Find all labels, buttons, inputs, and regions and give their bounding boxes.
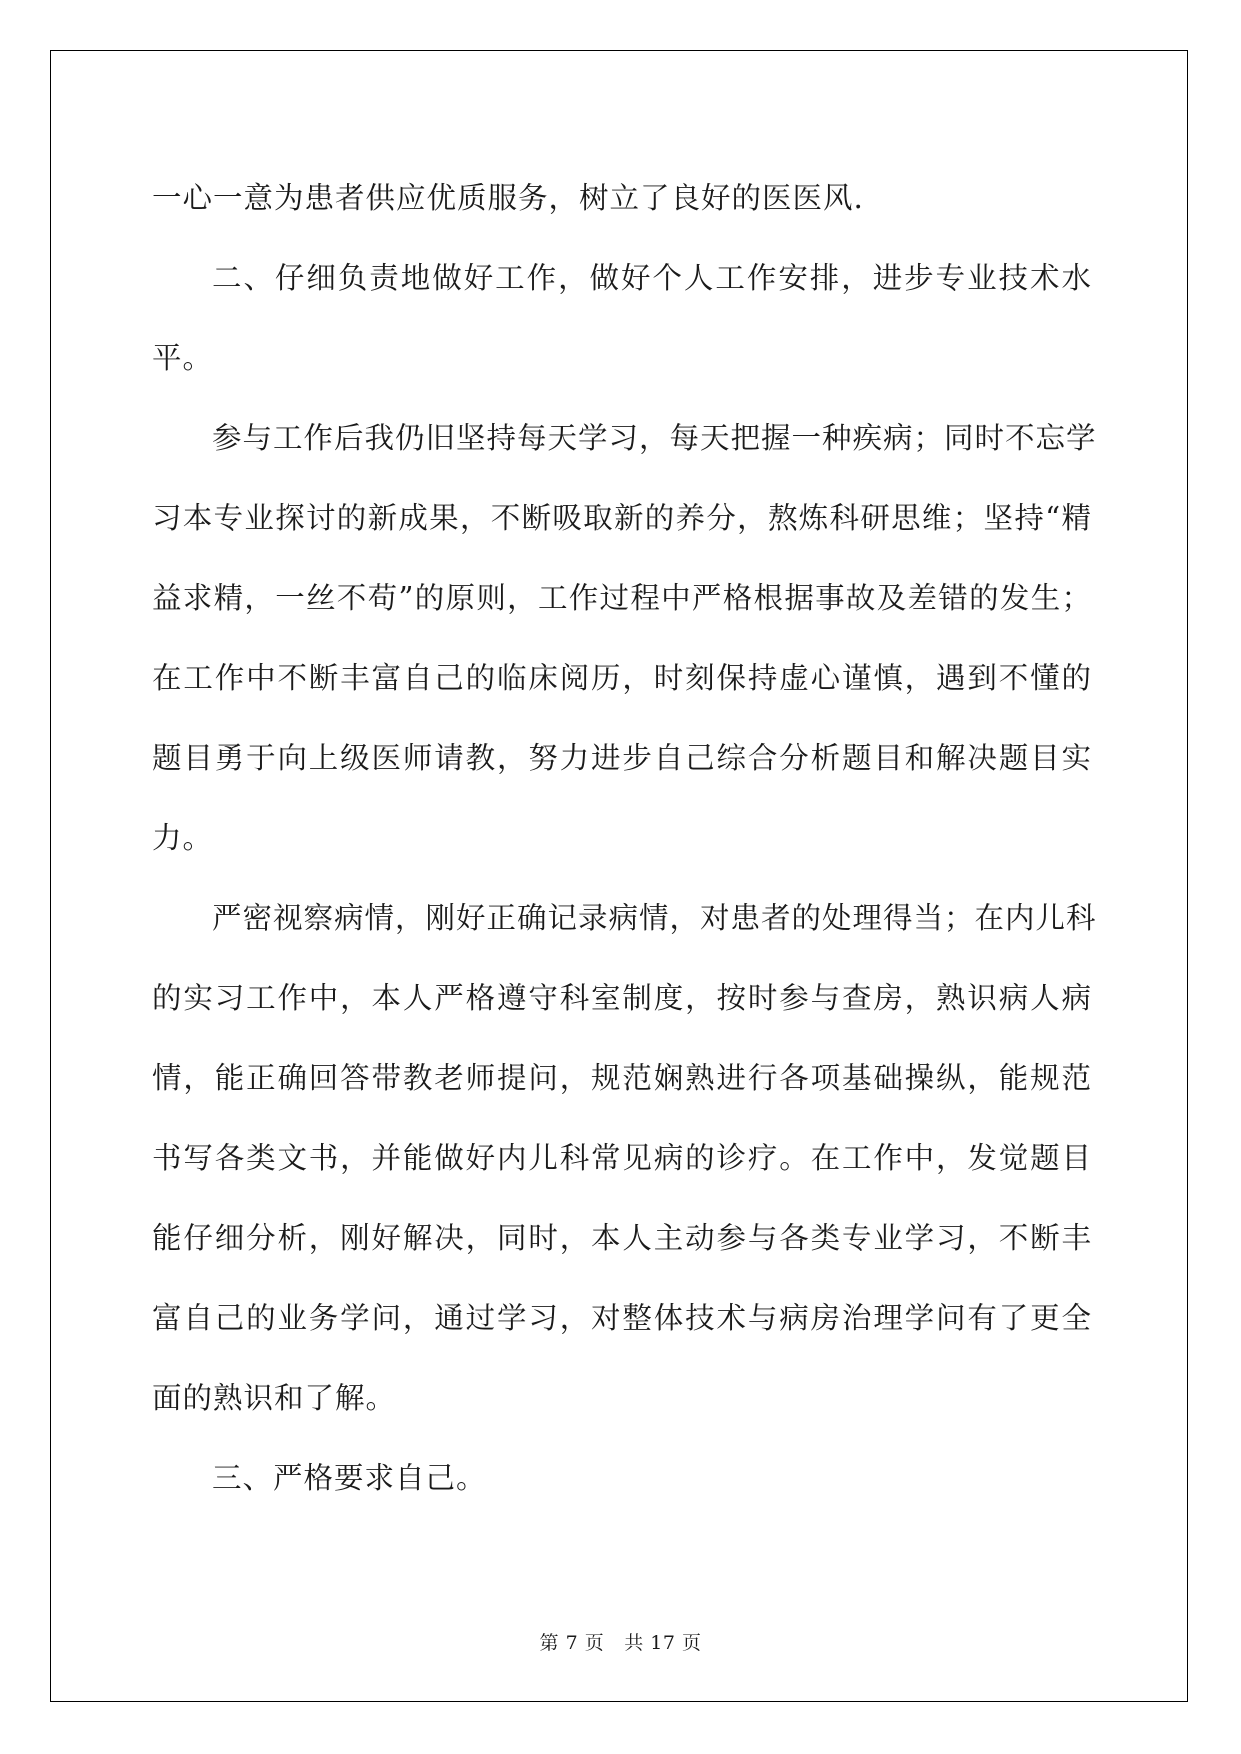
text-line: 能仔细分析，刚好解决，同时，本人主动参与各类专业学习，不断丰 <box>152 1221 1092 1255</box>
text-line: 习本专业探讨的新成果，不断吸取新的养分，熬炼科研思维；坚持“精 <box>152 501 1092 535</box>
text-line: 参与工作后我仍旧坚持每天学习，每天把握一种疾病；同时不忘学 <box>212 421 1097 455</box>
text-line: 题目勇于向上级医师请教，努力进步自己综合分析题目和解决题目实 <box>152 741 1092 775</box>
page-number: 第 7 页 <box>539 1632 605 1654</box>
page-footer <box>0 1628 1241 1655</box>
text-line: 严密视察病情，刚好正确记录病情，对患者的处理得当；在内儿科 <box>212 901 1097 935</box>
text-line: 富自己的业务学问，通过学习，对整体技术与病房治理学问有了更全 <box>152 1301 1092 1335</box>
page-total: 共 17 页 <box>624 1632 702 1654</box>
text-line: 一心一意为患者供应优质服务，树立了良好的医医风. <box>152 181 864 215</box>
text-line: 在工作中不断丰富自己的临床阅历，时刻保持虚心谨慎，遇到不懂的 <box>152 661 1092 695</box>
text-line: 情，能正确回答带教老师提问，规范娴熟进行各项基础操纵，能规范 <box>152 1061 1092 1095</box>
text-line: 平。 <box>152 341 214 375</box>
text-line: 的实习工作中，本人严格遵守科室制度，按时参与查房，熟识病人病 <box>152 981 1092 1015</box>
text-line: 力。 <box>152 821 214 855</box>
text-line: 书写各类文书，并能做好内儿科常见病的诊疗。在工作中，发觉题目 <box>152 1141 1092 1175</box>
text-line: 益求精，一丝不苟”的原则，工作过程中严格根据事故及差错的发生； <box>152 581 1092 615</box>
text-line: 三、严格要求自己。 <box>212 1461 487 1495</box>
text-line: 二、仔细负责地做好工作，做好个人工作安排，进步专业技术水 <box>212 261 1092 295</box>
text-line: 面的熟识和了解。 <box>152 1381 397 1415</box>
document-body <box>152 158 1097 1518</box>
